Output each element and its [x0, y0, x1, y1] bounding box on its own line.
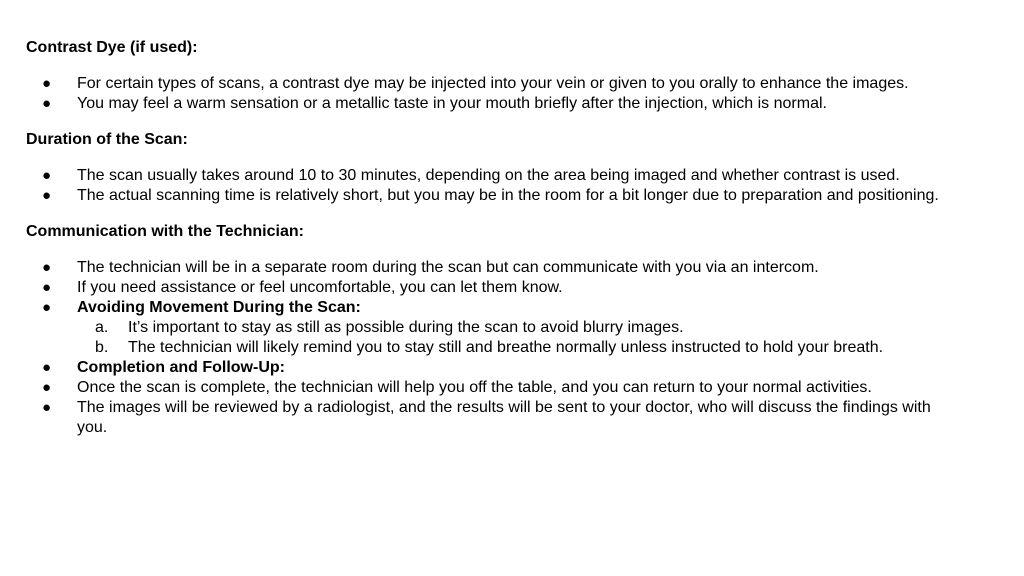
bullet-icon: ● [42, 167, 52, 184]
bullet-icon: ● [42, 95, 52, 112]
list-item [26, 74, 964, 94]
list-item [26, 166, 964, 186]
list-item [26, 94, 964, 114]
list-item-text: For certain types of scans, a contrast dye may be injected into your vein or given to you orally to enhance the images. [77, 75, 909, 92]
bullet-icon: ● [42, 359, 52, 376]
list-item-text: Once the scan is complete, the technician will help you off the table, and you can return to your normal activities. [77, 379, 872, 396]
duration-list [26, 166, 964, 206]
contrast-dye-list [26, 74, 964, 114]
list-item-text: If you need assistance or feel uncomfortable, you can let them know. [77, 279, 563, 296]
sublist-marker: a. [95, 319, 109, 336]
bullet-icon: ● [42, 187, 52, 204]
list-item-avoiding-movement [26, 298, 964, 318]
list-item-text: The images will be reviewed by a radiologist, and the results will be sent to your doctor, who will discuss the findings with you. [77, 399, 931, 436]
bullet-icon: ● [42, 75, 52, 92]
section-heading-contrast-dye: Contrast Dye (if used): [26, 39, 198, 56]
sublist-item [26, 338, 964, 358]
list-item-text: The actual scanning time is relatively short, but you may be in the room for a bit longer due to preparation and positioning. [77, 187, 939, 204]
bullet-icon: ● [42, 259, 52, 276]
list-item [26, 278, 964, 298]
bullet-icon: ● [42, 399, 52, 416]
sublist-marker: b. [95, 339, 109, 356]
list-item-text: Avoiding Movement During the Scan: [77, 299, 361, 316]
communication-list-continued [26, 358, 964, 438]
sublist-item-text: It’s important to stay as still as possible during the scan to avoid blurry images. [128, 319, 684, 336]
bullet-icon: ● [42, 379, 52, 396]
section-heading-communication: Communication with the Technician: [26, 223, 304, 240]
sublist-item [26, 318, 964, 338]
sublist-item-text: The technician will likely remind you to stay still and breathe normally unless instructed to hold your breath. [128, 339, 884, 356]
bullet-icon: ● [42, 299, 52, 316]
bullet-icon: ● [42, 279, 52, 296]
list-item-text: The scan usually takes around 10 to 30 minutes, depending on the area being imaged and whether contrast is used. [77, 167, 900, 184]
list-item [26, 378, 964, 398]
avoiding-movement-sublist [26, 318, 964, 358]
list-item [26, 186, 964, 206]
list-item [26, 398, 964, 438]
section-heading-duration: Duration of the Scan: [26, 131, 188, 148]
list-item-text: Completion and Follow-Up: [77, 359, 285, 376]
list-item [26, 258, 964, 278]
communication-list [26, 258, 964, 318]
list-item-text: The technician will be in a separate room during the scan but can communicate with you via an intercom. [77, 259, 819, 276]
list-item-completion [26, 358, 964, 378]
list-item-text: You may feel a warm sensation or a metallic taste in your mouth briefly after the injection, which is normal. [77, 95, 827, 112]
